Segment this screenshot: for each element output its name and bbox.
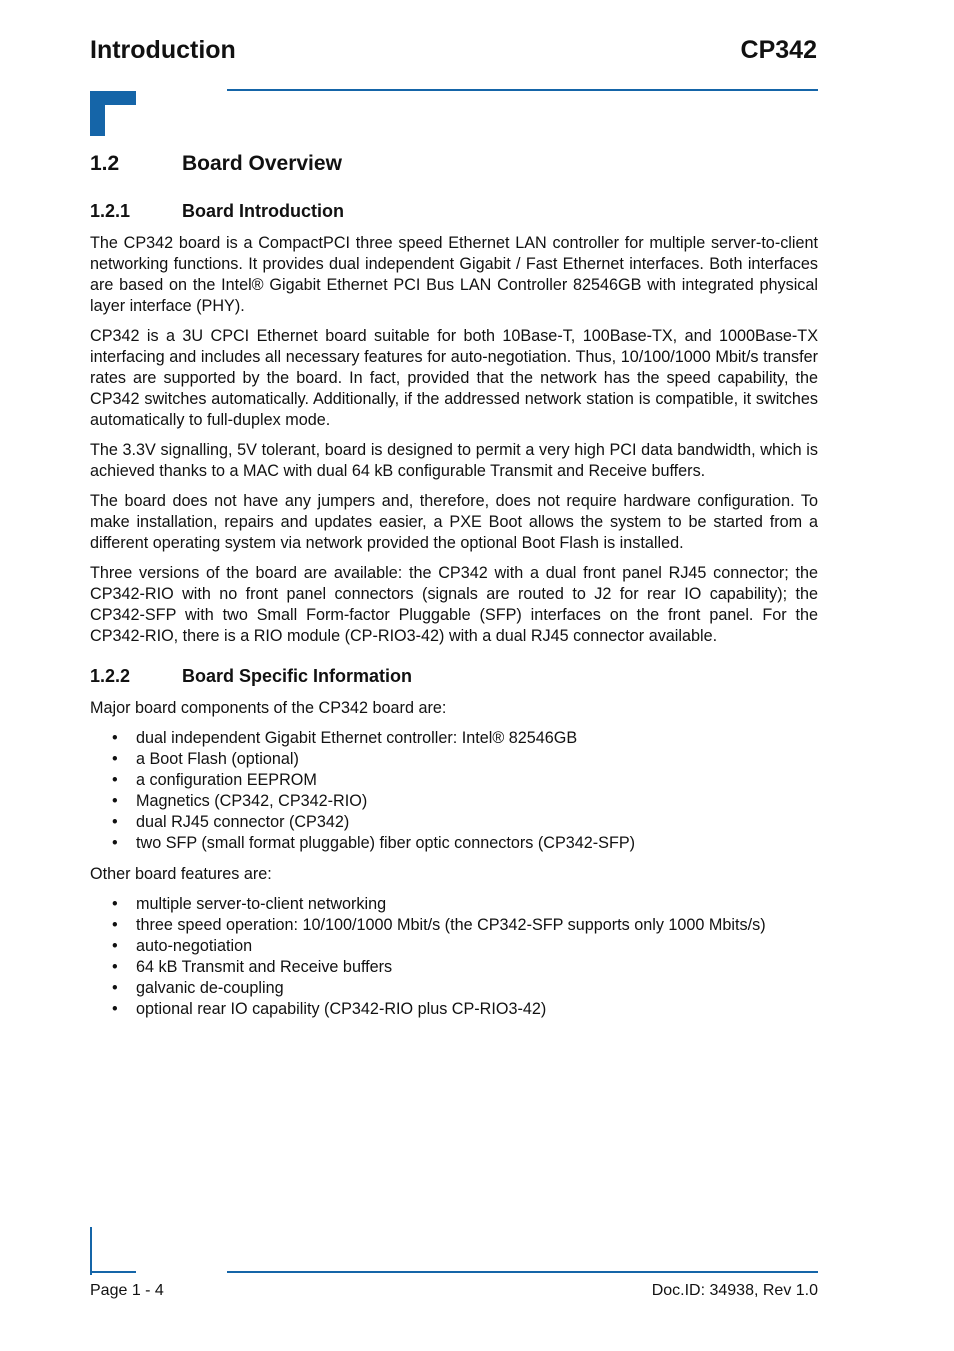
- section-title: Board Overview: [182, 152, 342, 175]
- subsection-number: 1.2.1: [90, 201, 131, 221]
- footer-corner-horizontal: [90, 1271, 136, 1273]
- paragraph: The CP342 board is a CompactPCI three speed Ethernet LAN controller for multiple server-to-client networking functions. It provides dual independent Gigabit / Fast Ethernet interfaces. Both interfaces are based on the Intel® Gigabit Ethernet PCI Bus LAN Controller 82546GB with integrated physical layer interface (PHY).: [90, 234, 818, 315]
- paragraph: Three versions of the board are available: the CP342 with a dual front panel RJ45 connector; the CP342-RIO with no front panel connectors (signals are routed to J2 for rear IO capability); the CP342-SFP with two Small Form-factor Pluggable (SFP) interfaces on the front panel. For the CP342-RIO, there is a RIO module (CP-RIO3-42) with a dual RJ45 connector available.: [90, 564, 818, 645]
- page-number: Page 1 - 4: [90, 1282, 164, 1299]
- list-item: • 64 kB Transmit and Receive buffers: [112, 958, 393, 976]
- list-item: • optional rear IO capability (CP342-RIO plus CP-RIO3-42): [112, 1000, 547, 1018]
- subsection-title: Board Specific Information: [182, 666, 413, 686]
- subsection-number: 1.2.2: [90, 666, 131, 686]
- paragraph: The 3.3V signalling, 5V tolerant, board is designed to permit a very high PCI data bandwidth, which is achieved thanks to a MAC with dual 64 kB configurable Transmit and Receive buffers.: [90, 441, 818, 480]
- list-item: • dual RJ45 connector (CP342): [112, 813, 350, 831]
- board-specific-body: [90, 698, 818, 1030]
- section-number: 1.2: [90, 152, 120, 175]
- list-item: • galvanic de-coupling: [112, 979, 284, 997]
- paragraph: CP342 is a 3U CPCI Ethernet board suitable for both 10Base-T, 100Base-TX, and 1000Base-TX interfacing and includes all necessary features for auto-negotiation. Thus, 10/100/1000 Mbit/s transfer rates are supported by the board. In fact, provided that the network has the speed capability, the CP342 switches automatically. Additionally, if the addressed network station is compatible, it switches automatically to full-duplex mode.: [90, 327, 818, 429]
- footer-rule: [227, 1271, 818, 1273]
- list-item: • multiple server-to-client networking: [112, 895, 387, 913]
- list-item: • Magnetics (CP342, CP342-RIO): [112, 792, 368, 810]
- components-intro: Major board components of the CP342 board are:: [90, 699, 447, 717]
- board-introduction-body: [90, 233, 818, 656]
- subsection-heading-specific: [90, 666, 412, 687]
- document-id: Doc.ID: 34938, Rev 1.0: [651, 1282, 818, 1299]
- subsection-heading-intro: [90, 201, 344, 222]
- list-item: • two SFP (small format pluggable) fiber optic connectors (CP342-SFP): [112, 834, 636, 852]
- corner-mark: [90, 91, 136, 136]
- list-item: • auto-negotiation: [112, 937, 253, 955]
- list-item: • dual independent Gigabit Ethernet controller: Intel® 82546GB: [112, 729, 578, 747]
- header-section-title: Introduction: [90, 36, 236, 64]
- subsection-title: Board Introduction: [182, 201, 344, 221]
- features-intro: Other board features are:: [90, 865, 272, 883]
- features-list: [90, 894, 818, 1020]
- list-item: • a configuration EEPROM: [112, 771, 317, 789]
- list-item: • three speed operation: 10/100/1000 Mbit/s (the CP342-SFP supports only 1000 Mbits/s): [112, 916, 766, 934]
- footer-corner-vertical: [90, 1227, 92, 1275]
- header-product-name: CP342: [740, 36, 817, 64]
- paragraph: The board does not have any jumpers and, therefore, does not require hardware configuration. To make installation, repairs and updates easier, a PXE Boot allows the system to be started from a different operating system via network provided the optional Boot Flash is installed.: [90, 492, 818, 552]
- header-rule: [227, 89, 818, 91]
- section-heading: [90, 152, 342, 176]
- components-list: [90, 728, 818, 854]
- list-item: • a Boot Flash (optional): [112, 750, 299, 768]
